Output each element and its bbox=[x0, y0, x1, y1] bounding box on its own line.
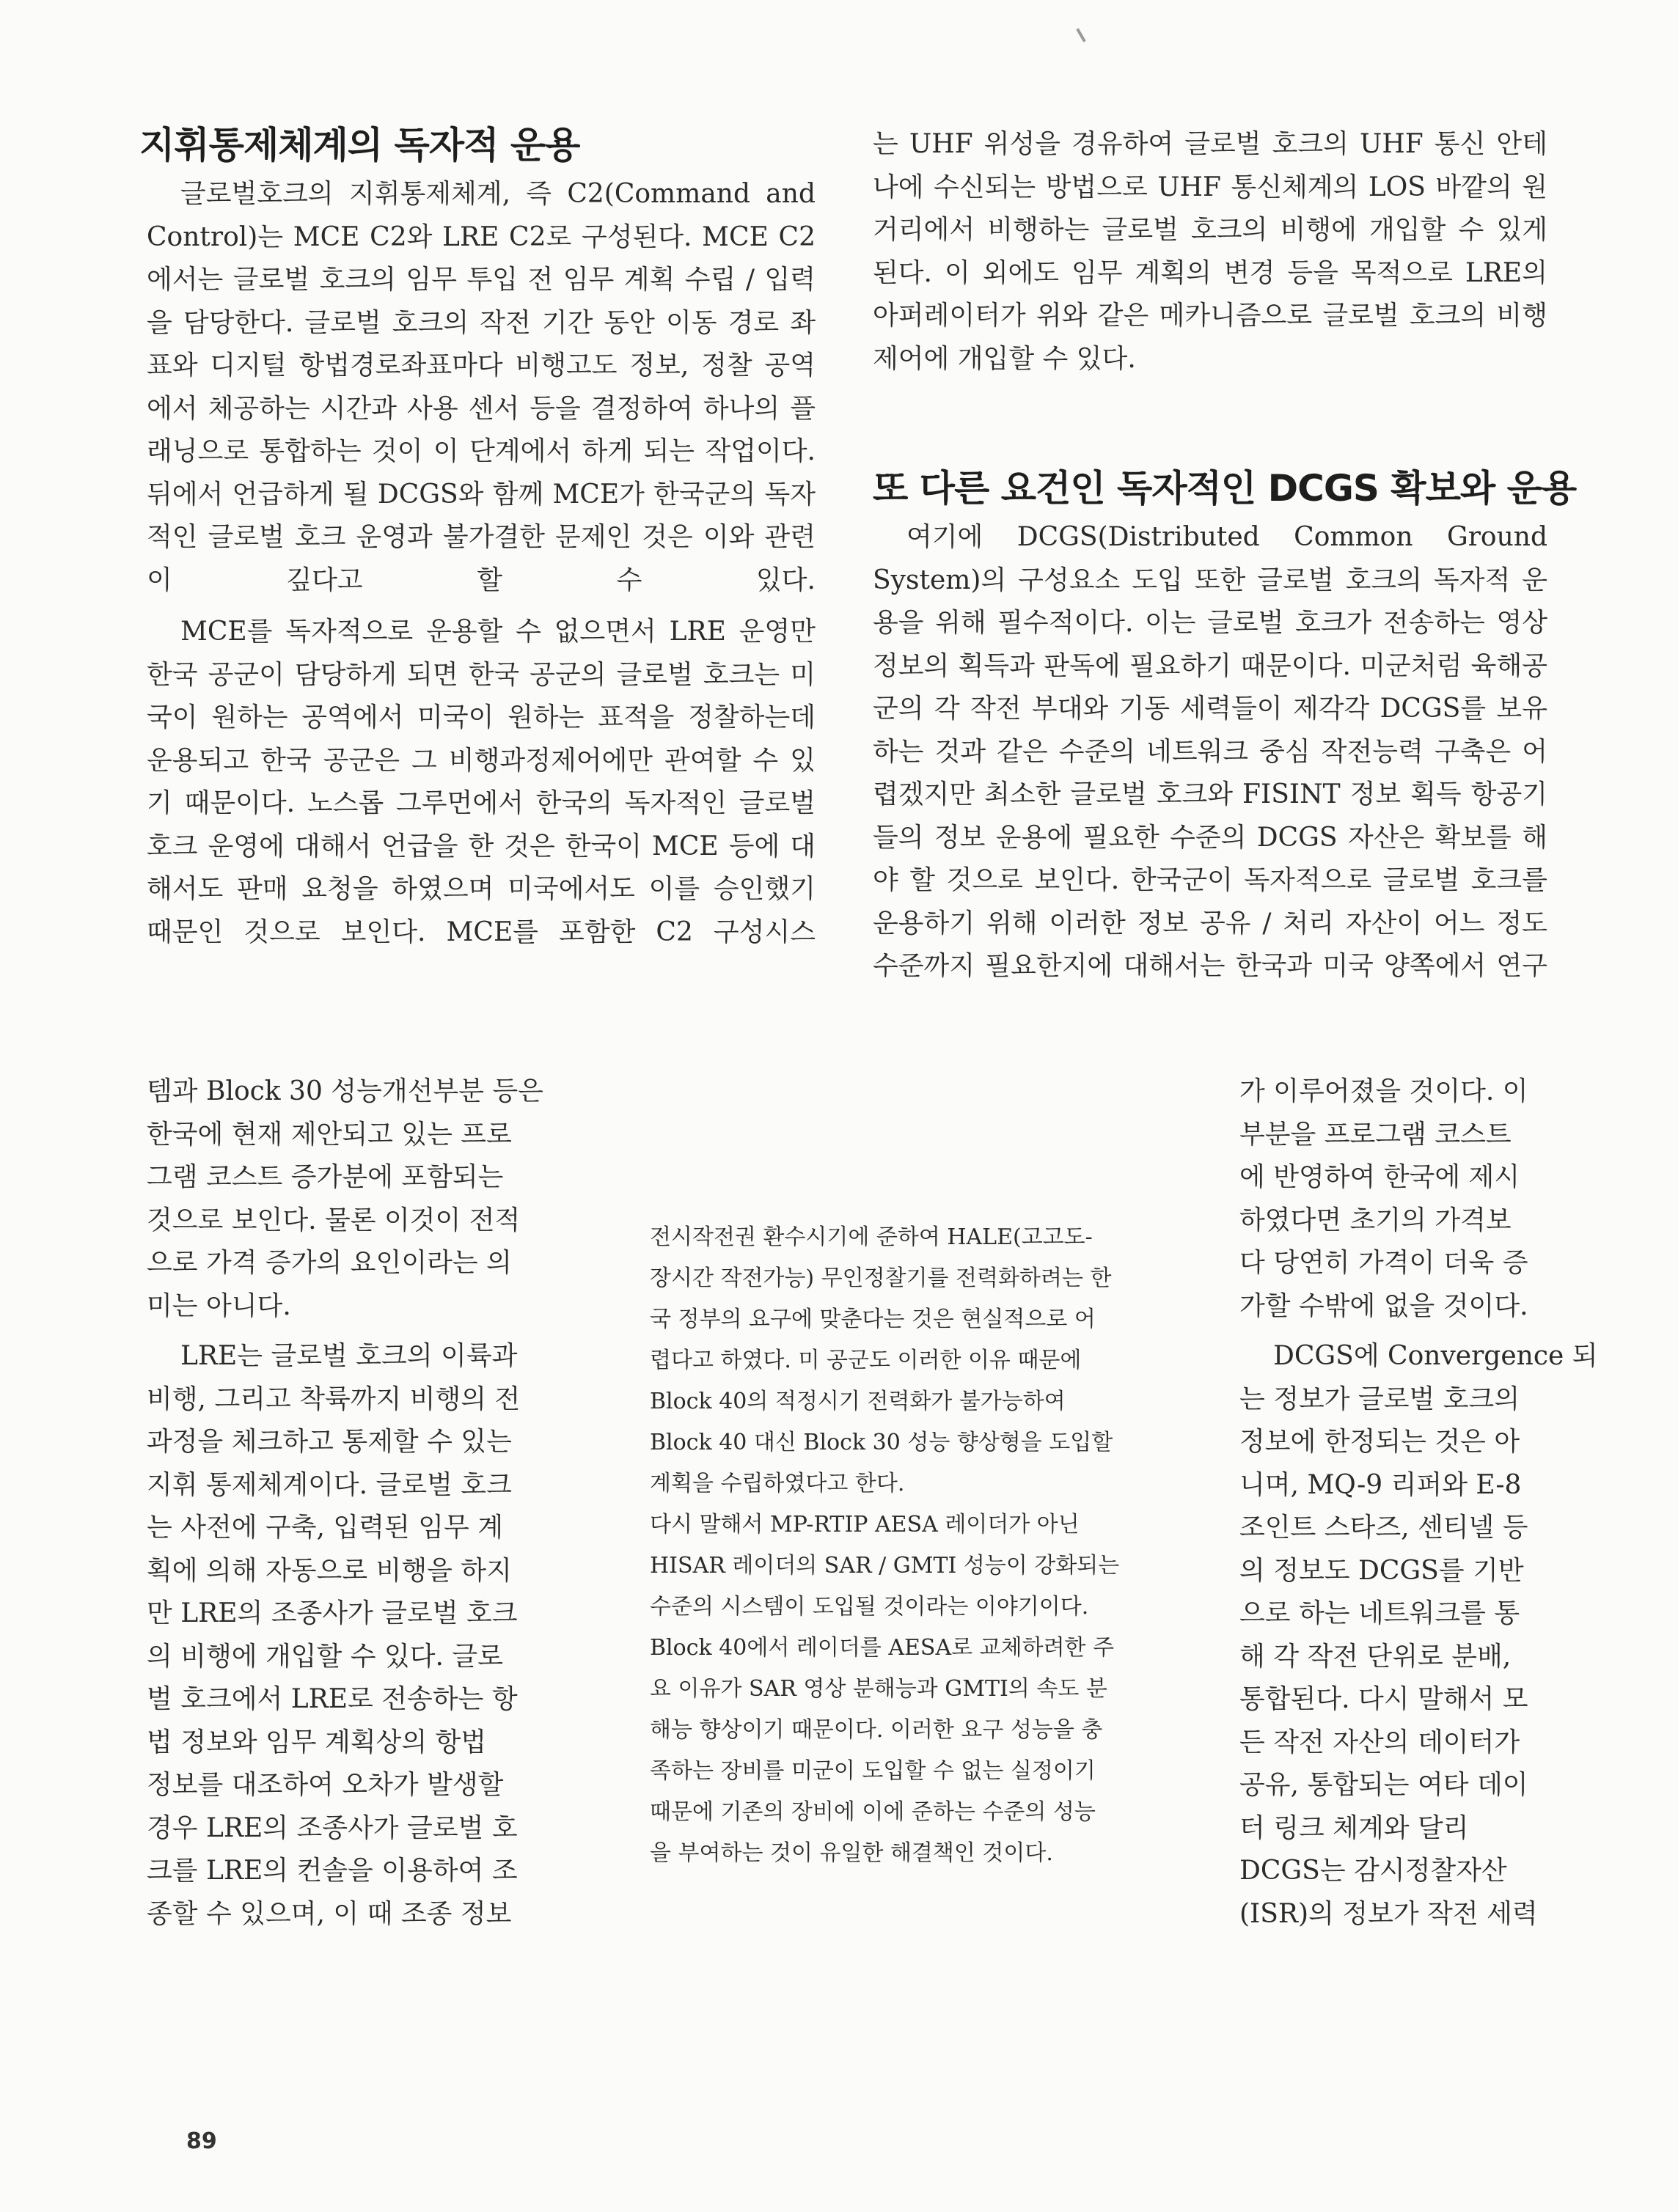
text-line: 든 작전 자산의 데이터가 bbox=[1239, 1727, 1520, 1757]
text-line: 경우 LRE의 조종사가 글로벌 호 bbox=[147, 1812, 518, 1843]
sidebar-line: 요 이유가 SAR 영상 분해능과 GMTI의 속도 분 bbox=[650, 1676, 1107, 1702]
text-line: 해 각 작전 단위로 분배, bbox=[1239, 1641, 1512, 1672]
text-line: 으로 가격 증가의 요인이라는 의 bbox=[147, 1248, 512, 1278]
sidebar-line: 계획을 수립하였다고 한다. bbox=[650, 1471, 905, 1496]
sidebar-line: Block 40의 적정시기 전력화가 불가능하여 bbox=[650, 1389, 1066, 1414]
text-line: 의 정보도 DCGS를 기반 bbox=[1239, 1555, 1524, 1586]
section-heading-c2: 지휘통제체계의 독자적 운용 bbox=[139, 124, 580, 166]
text-line: 는 정보가 글로벌 호크의 bbox=[1239, 1384, 1520, 1414]
text-line: 법 정보와 임무 계획상의 항법 bbox=[147, 1727, 487, 1757]
text-line: 는 사전에 구축, 입력된 임무 계 bbox=[147, 1513, 503, 1543]
left-narrow-intro bbox=[147, 1070, 543, 1328]
text-line: 가 이루어졌을 것이다. 이 bbox=[1239, 1076, 1528, 1106]
left-narrow-column bbox=[147, 1070, 543, 1936]
left-lre-paragraph bbox=[147, 1335, 543, 1936]
sidebar-line: 다시 말해서 MP-RTIP AESA 레이더가 아닌 bbox=[650, 1512, 1080, 1537]
right-paragraph-2: 여기에 DCGS(Distributed Common Ground System)의 구성요소 도입 또한 글로벌 호크의 독자적 운용을 위해 필수적이다. 이는 글로벌 호크가 전송하는 영상 정보의 획득과 판독에 필요하기 때문이다. 미군처럼 육해공군의 각 작전 부대와 기동 세력들이 제각각 DCGS를 보유하는 것과 같은 수준의 네트워크 중심 작전능력 구축은 어렵겠지만 최소한 글로벌 호크와 FISINT 정보 획득 항공기들의 정보 운용에 필요한 수준의 DCGS 자산은 확보를 해야 할 것으로 보인다. 한국군이 독자적으로 글로벌 호크를 운용하기 위해 이러한 정보 공유 / 처리 자산이 어느 정도 수준까지 필요한지에 대해서는 한국과 미국 양쪽에서 연구 bbox=[873, 522, 1547, 981]
section-heading-dcgs: 또 다른 요건인 독자적인 DCGS 확보와 운용 bbox=[873, 467, 1577, 510]
text-line: 정보를 대조하여 오차가 발생할 bbox=[147, 1770, 504, 1800]
text-line: 니며, MQ-9 리퍼와 E-8 bbox=[1239, 1469, 1522, 1500]
text-line: 그램 코스트 증가분에 포함되는 bbox=[147, 1162, 504, 1192]
right-narrow-intro bbox=[1239, 1070, 1547, 1328]
text-line: 미는 아니다. bbox=[147, 1290, 291, 1321]
text-line: 종할 수 있으며, 이 때 조종 정보 bbox=[147, 1898, 512, 1929]
text-line: 의 비행에 개입할 수 있다. 글로 bbox=[147, 1641, 503, 1672]
sidebar-line: 수준의 시스템이 도입될 것이라는 이야기이다. bbox=[650, 1594, 1089, 1620]
text-line: 비행, 그리고 착륙까지 비행의 전 bbox=[147, 1384, 521, 1414]
right-narrow-column bbox=[1239, 1070, 1598, 1936]
left-column-text bbox=[147, 173, 816, 963]
sidebar-line: 때문에 기존의 장비에 이에 준하는 수준의 성능 bbox=[650, 1799, 1096, 1825]
text-line: 하였다면 초기의 가격보 bbox=[1239, 1205, 1512, 1235]
scan-mark bbox=[1076, 28, 1085, 42]
right-column-dcgs bbox=[873, 516, 1547, 997]
text-line: 가할 수밖에 없을 것이다. bbox=[1239, 1290, 1528, 1321]
text-line: 만 LRE의 조종사가 글로벌 호크 bbox=[147, 1598, 518, 1628]
text-line: 부분을 프로그램 코스트 bbox=[1239, 1119, 1512, 1150]
text-line: 조인트 스타즈, 센티넬 등 bbox=[1239, 1513, 1528, 1543]
text-line: 통합된다. 다시 말해서 모 bbox=[1239, 1684, 1528, 1714]
text-line: 으로 하는 네트워크를 통 bbox=[1239, 1598, 1520, 1628]
text-line: 것으로 보인다. 물론 이것이 전적 bbox=[147, 1205, 521, 1235]
sidebar-line: 전시작전권 환수시기에 준하여 HALE(고고도- bbox=[650, 1224, 1093, 1250]
left-paragraph-2: MCE를 독자적으로 운용할 수 없으면서 LRE 운영만 한국 공군이 담당하게 되면 한국 공군의 글로벌 호크는 미국이 원하는 공역에서 미국이 원하는 표적을 정찰하는데 운용되고 한국 공군은 그 비행과정제어에만 관여할 수 있기 때문이다. 노스롭 그루먼에서 한국의 독자적인 글로벌 호크 운영에 대해서 언급을 한 것은 한국이 MCE 등에 대해서도 판매 요청을 하였으며 미국에서도 이를 승인했기 때문인 것으로 보인다. MCE를 포함한 C2 구성시스 bbox=[147, 617, 816, 947]
sidebar-line: HISAR 레이더의 SAR / GMTI 성능이 강화되는 bbox=[650, 1553, 1120, 1579]
text-line: DCGS에 Convergence 되 bbox=[1273, 1341, 1598, 1371]
text-line: 획에 의해 자동으로 비행을 하지 bbox=[147, 1555, 512, 1586]
text-line: 한국에 현재 제안되고 있는 프로 bbox=[147, 1119, 512, 1150]
text-line: 벌 호크에서 LRE로 전송하는 항 bbox=[147, 1684, 518, 1714]
text-line: 터 링크 체계와 달리 bbox=[1239, 1812, 1469, 1843]
right-dcgs-paragraph bbox=[1239, 1335, 1598, 1936]
text-line: (ISR)의 정보가 작전 세력 bbox=[1239, 1898, 1538, 1929]
right-paragraph-1: 는 UHF 위성을 경유하여 글로벌 호크의 UHF 통신 안테나에 수신되는 방법으로 UHF 통신체계의 LOS 바깥의 원거리에서 비행하는 글로벌 호크의 비행에 개입할 수 있게 된다. 이 외에도 임무 계획의 변경 등을 목적으로 LRE의 아퍼레이터가 위와 같은 메카니즘으로 글로벌 호크의 비행 제어에 개입할 수 있다. bbox=[873, 129, 1547, 374]
sidebar-line: 장시간 작전가능) 무인정찰기를 전력화하려는 한 bbox=[650, 1265, 1112, 1291]
text-line: 템과 Block 30 성능개선부분 등은 bbox=[147, 1076, 543, 1106]
text-line: 지휘 통제체계이다. 글로벌 호크 bbox=[147, 1469, 512, 1500]
text-line: LRE는 글로벌 호크의 이륙과 bbox=[180, 1341, 518, 1371]
sidebar-line: Block 40에서 레이더를 AESA로 교체하려한 주 bbox=[650, 1635, 1115, 1661]
text-line: 크를 LRE의 컨솔을 이용하여 조 bbox=[147, 1856, 518, 1886]
left-paragraph-1: 글로벌호크의 지휘통제체계, 즉 C2(Command and Control)는 MCE C2와 LRE C2로 구성된다. MCE C2에서는 글로벌 호크의 임무 투입 전 임무 계획 수립 / 입력을 담당한다. 글로벌 호크의 작전 기간 동안 이동 경로 좌표와 디지털 항법경로좌표마다 비행고도 정보, 정찰 공역에서 체공하는 시간과 사용 센서 등을 결정하여 하나의 플래닝으로 통합하는 것이 이 단계에서 하게 되는 작업이다. 뒤에서 언급하게 될 DCGS와 함께 MCE가 한국군의 독자적인 글로벌 호크 운영과 불가결한 문제인 것은 이와 관련이 깊다고 할 수 있다. bbox=[147, 179, 816, 595]
sidebar-line: 을 부여하는 것이 유일한 해결책인 것이다. bbox=[650, 1840, 1053, 1866]
sidebar-box-text bbox=[650, 1217, 1163, 1874]
text-line: 정보에 한정되는 것은 아 bbox=[1239, 1427, 1520, 1457]
sidebar-line: 해능 향상이기 때문이다. 이러한 요구 성능을 충 bbox=[650, 1717, 1103, 1743]
text-line: 다 당연히 가격이 더욱 증 bbox=[1239, 1248, 1528, 1278]
right-column-top bbox=[873, 123, 1547, 389]
sidebar-line: 족하는 장비를 미군이 도입할 수 없는 실정이기 bbox=[650, 1758, 1096, 1784]
sidebar-line: 렵다고 하였다. 미 공군도 이러한 이유 때문에 bbox=[650, 1348, 1082, 1373]
page-number: 89 bbox=[186, 2128, 217, 2154]
sidebar-line: Block 40 대신 Block 30 성능 향상형을 도입할 bbox=[650, 1430, 1113, 1455]
text-line: 공유, 통합되는 여타 데이 bbox=[1239, 1770, 1528, 1800]
text-line: DCGS는 감시정찰자산 bbox=[1239, 1856, 1507, 1886]
sidebar-box bbox=[650, 1217, 1163, 1874]
text-line: 과정을 체크하고 통제할 수 있는 bbox=[147, 1427, 512, 1457]
text-line: 에 반영하여 한국에 제시 bbox=[1239, 1162, 1520, 1192]
sidebar-line: 국 정부의 요구에 맞춘다는 것은 현실적으로 어 bbox=[650, 1307, 1096, 1332]
